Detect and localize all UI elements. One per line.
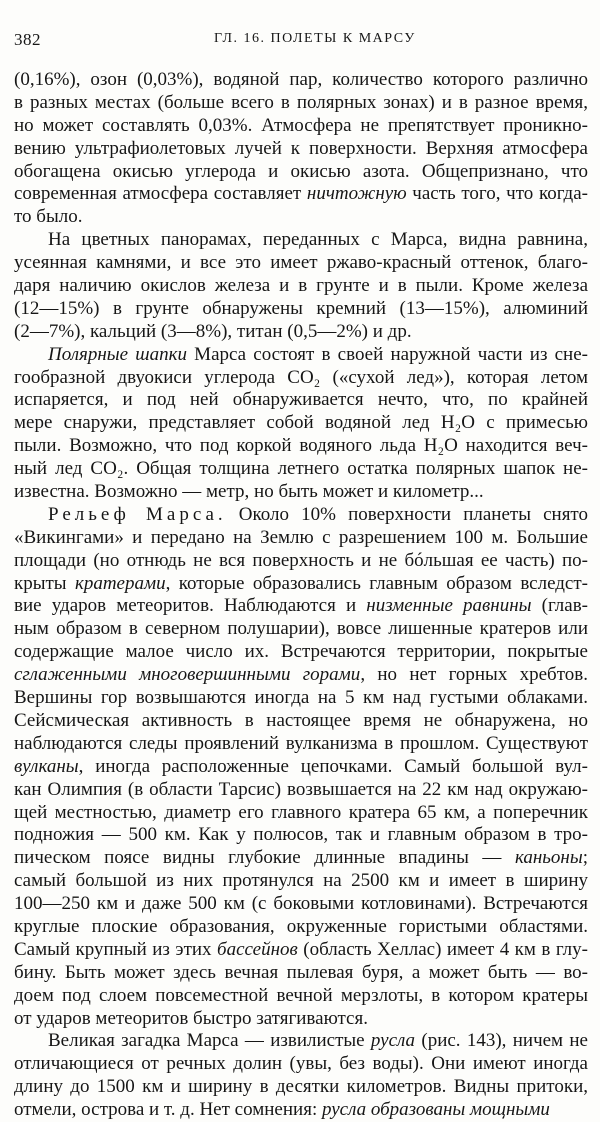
text-run: известна. Возможно — метр, но быть может и километр...: [14, 481, 484, 503]
text-run: Вершины гор возвышаются иногда на 5 км над густыми облаками.: [14, 687, 588, 709]
text-line: [14, 321, 588, 344]
text-run: гообразной двуокиси углерода CO₂ («сухой лед»), которая летом: [14, 366, 588, 388]
italic-term: русла: [370, 1030, 416, 1052]
text-run: Марса состоят в своей наружной части из сне-: [187, 343, 588, 365]
text-run: усеянная камнями, и все это имеет ржаво-красный оттенок, благо-: [14, 252, 588, 274]
text-line: [14, 92, 588, 115]
text-run: наблюдаются следы проявлений вулканизма в прошлом. Существуют: [14, 732, 588, 754]
section-heading: Рельеф Марса.: [48, 503, 227, 525]
body-text: [14, 69, 588, 1122]
text-line: [14, 161, 588, 184]
text-run: даря наличию окислов железа и в грунте и в пыли. Кроме железа: [14, 275, 588, 297]
italic-term: бассейнов: [217, 938, 298, 960]
text-line: [14, 481, 588, 504]
text-line: [14, 69, 588, 92]
text-run: бину. Быть может здесь вечная пылевая буря, а может быть — во-: [14, 961, 588, 983]
text-run: 100—250 км и даже 500 км (с боковыми котловинами). Встречаются: [14, 893, 588, 915]
text-line: [14, 573, 588, 596]
text-line: [14, 1053, 588, 1076]
text-run: Самый крупный из этих: [14, 938, 218, 960]
text-line: [14, 595, 588, 618]
italic-term: вулканы: [14, 755, 79, 777]
running-head: ГЛ. 16. ПОЛЕТЫ К МАРСУ: [214, 31, 416, 46]
text-run: вению ультрафиолетовых лучей к поверхности. Верхняя атмосфера: [14, 137, 588, 159]
text-line: [14, 183, 588, 206]
text-line: [14, 252, 588, 275]
text-line: [14, 962, 588, 985]
text-line: [14, 504, 588, 527]
text-line: [14, 916, 588, 939]
text-run: в разных местах (больше всего в полярных зонах) и в разное время,: [14, 91, 588, 113]
text-line: [14, 664, 588, 687]
text-line: [14, 641, 588, 664]
text-line: [14, 870, 588, 893]
text-run: длину до 1500 км и ширину в десятки километров. Видны притоки,: [14, 1076, 588, 1098]
text-run: то было.: [14, 206, 83, 228]
text-run: отмели, острова и т. д. Нет сомнения:: [14, 1099, 322, 1121]
text-line: [14, 527, 588, 550]
text-line: [14, 1008, 588, 1031]
text-run: (2—7%), кальций (3—8%), титан (0,5—2%) и др.: [14, 320, 412, 342]
italic-term: каньоны: [514, 847, 583, 869]
text-run: самый большой из них протянулся на 2500 км и имеет в ширину: [14, 870, 588, 892]
text-run: круглые плоские образования, окруженные гористыми областями.: [14, 915, 588, 937]
text-line: [14, 618, 588, 641]
text-run: от ударов метеоритов быстро затягиваются.: [14, 1007, 368, 1029]
text-line: [14, 756, 588, 779]
text-line: [14, 435, 588, 458]
text-run: На цветных панорамах, переданных с Марса, видна равнина,: [48, 229, 588, 251]
italic-term: русла образованы мощными: [321, 1099, 550, 1121]
text-line: [14, 550, 588, 573]
italic-term: низменные равнины: [366, 595, 532, 617]
text-line: [14, 985, 588, 1008]
text-run: кан Олимпия (в области Тарсис) возвышается на 22 км над окружаю-: [14, 778, 588, 800]
text-run: содержащие малое число их. Встречаются территории, покрытые: [14, 641, 588, 663]
text-line: [14, 344, 588, 367]
text-run: но может составлять 0,03%. Атмосфера не препятствует проникно-: [14, 114, 588, 136]
text-run: , которые образовались главным образом вследст-: [165, 572, 588, 594]
text-line: [14, 893, 588, 916]
text-run: площади (но отнюдь не вся поверхность и не бóльшая ее часть) по-: [14, 549, 588, 571]
text-run: современная атмосфера составляет: [14, 183, 307, 205]
text-line: [14, 802, 588, 825]
text-line: [14, 733, 588, 756]
page-header: [14, 30, 586, 54]
text-run: (рис. 143), ничем не: [415, 1030, 588, 1052]
text-run: (область Хеллас) имеет 4 км в глу-: [297, 938, 588, 960]
text-line: [14, 1076, 588, 1099]
text-run: ным образом в северном полушарии), вовсе лишенные кратеров или: [14, 618, 588, 640]
text-line: [14, 710, 588, 733]
text-line: [14, 847, 588, 870]
text-run: ный лед CO₂. Общая толщина летнего остатка полярных шапок не-: [14, 458, 588, 480]
text-run: подножия — 500 км. Как у полюсов, так и главным образом в тро-: [14, 824, 588, 846]
text-line: [14, 275, 588, 298]
text-run: Около 10% поверхности планеты снято: [226, 503, 588, 525]
text-line: [14, 115, 588, 138]
text-run: ;: [582, 847, 588, 869]
text-run: мере снаружи, представляет собой водяной лед H₂O с примесью: [14, 412, 588, 434]
text-line: [14, 298, 588, 321]
text-run: (0,16%), озон (0,03%), водяной пар, количество которого различно: [14, 69, 588, 90]
text-run: «Викингами» и передано на Землю с разрешением 100 м. Большие: [14, 526, 588, 548]
text-line: [14, 1099, 588, 1122]
text-run: доем под слоем повсеместной вечной мерзлоты, в котором кратеры: [14, 984, 588, 1006]
text-line: [14, 389, 588, 412]
text-line: [14, 138, 588, 161]
text-line: [14, 229, 588, 252]
text-line: [14, 687, 588, 710]
text-line: [14, 458, 588, 481]
text-run: обогащена окисью углерода и окисью азота. Общепризнано, что: [14, 160, 588, 182]
italic-term: Полярные шапки: [48, 343, 187, 365]
text-line: [14, 1030, 588, 1053]
text-run: часть того, что когда-: [406, 183, 588, 205]
text-run: , но нет горных хребтов.: [360, 664, 588, 686]
italic-term: ничтожную: [306, 183, 407, 205]
text-run: пыли. Возможно, что под коркой водяного льда H₂O находится веч-: [14, 435, 588, 457]
text-line: [14, 367, 588, 390]
italic-term: кратерами: [74, 572, 166, 594]
page-number: 382: [14, 30, 41, 49]
text-run: (глав-: [531, 595, 588, 617]
text-line: [14, 939, 588, 962]
text-run: Великая загадка Марса — извилистые: [48, 1030, 371, 1052]
text-run: вие ударов метеоритов. Наблюдаются и: [14, 595, 367, 617]
text-run: пическом поясе видны глубокие длинные впадины —: [14, 847, 515, 869]
text-run: , иногда расположенные цепочками. Самый большой вул-: [78, 755, 588, 777]
text-line: [14, 824, 588, 847]
text-line: [14, 206, 588, 229]
text-run: Сейсмическая активность в настоящее время не обнаружена, но: [14, 709, 588, 731]
text-run: щей местностью, диаметр его главного кратера 65 км, а поперечник: [14, 801, 588, 823]
text-run: испаряется, и под ней обнаруживается нечто, что, по крайней: [14, 389, 588, 411]
text-run: (12—15%) в грунте обнаружены кремний (13—15%), алюминий: [14, 297, 588, 319]
text-line: [14, 779, 588, 802]
text-run: отличающиеся от речных долин (увы, без воды). Они имеют иногда: [14, 1053, 588, 1075]
italic-term: сглаженными многовершинными горами: [14, 664, 361, 686]
text-line: [14, 412, 588, 435]
text-run: крыты: [14, 572, 75, 594]
